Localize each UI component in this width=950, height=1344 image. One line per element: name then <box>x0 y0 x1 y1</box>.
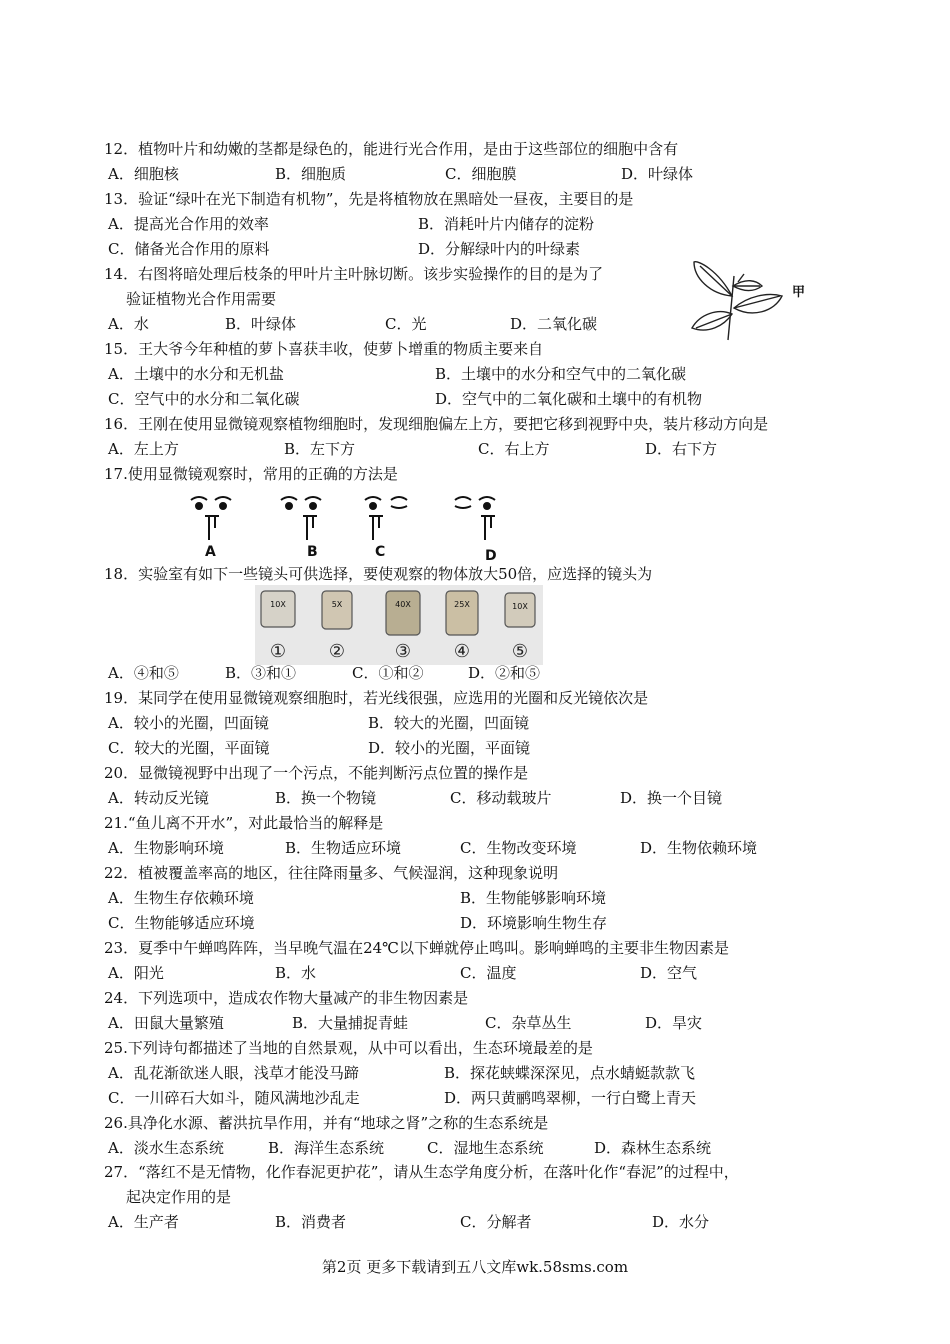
q19-option-c: C．较大的光圈，平面镜 <box>108 739 270 757</box>
leaf-branch-figure <box>688 256 818 342</box>
q15-option-a: A．土壤中的水分和无机盐 <box>108 365 284 383</box>
q23-option-d: D．空气 <box>640 964 698 982</box>
q13-stem: 13．验证“绿叶在光下制造有机物”，先是将植物放在黑暗处一昼夜，主要目的是 <box>104 190 634 208</box>
q25-option-a: A．乱花渐欲迷人眼，浅草才能没马蹄 <box>108 1064 359 1082</box>
lens-mark-4: 25X <box>454 600 470 609</box>
q12-option-a: A．细胞核 <box>108 165 179 183</box>
q22-option-c: C．生物能够适应环境 <box>108 914 255 932</box>
q19-option-b: B．较大的光圈，凹面镜 <box>368 714 530 732</box>
lens-number-5: ⑤ <box>511 641 529 662</box>
q14-option-a: A．水 <box>108 315 149 333</box>
q22-option-b: B．生物能够影响环境 <box>460 889 607 907</box>
lens-number-4: ④ <box>453 641 471 662</box>
q12-option-d: D．叶绿体 <box>621 165 694 183</box>
q20-option-a: A．转动反光镜 <box>108 789 209 807</box>
q26-option-d: D．森林生态系统 <box>594 1139 712 1157</box>
q25-option-c: C．一川碎石大如斗，随风满地沙乱走 <box>108 1089 360 1107</box>
q20-option-d: D．换一个目镜 <box>620 789 723 807</box>
q24-option-a: A．田鼠大量繁殖 <box>108 1014 224 1032</box>
q18-option-b: B．③和① <box>225 664 297 682</box>
q16-option-c: C．右上方 <box>478 440 550 458</box>
q18-option-c: C．①和② <box>352 664 424 682</box>
figure-label-b: B <box>307 544 318 560</box>
q13-option-d: D．分解绿叶内的叶绿素 <box>418 240 581 258</box>
q16-option-b: B．左下方 <box>284 440 356 458</box>
q19-option-d: D．较小的光圈，平面镜 <box>368 739 531 757</box>
figure-label-a: A <box>205 544 216 560</box>
lens-mark-1: 10X <box>270 600 286 609</box>
q21-option-a: A．生物影响环境 <box>108 839 224 857</box>
q15-stem: 15．王大爷今年种植的萝卜喜获丰收，使萝卜增重的物质主要来自 <box>104 340 544 358</box>
q14-stem-line2: 验证植物光合作用需要 <box>126 290 277 308</box>
q23-option-a: A．阳光 <box>108 964 164 982</box>
eyes-microscope-figure <box>185 490 525 562</box>
lens-number-3: ③ <box>394 641 412 662</box>
q16-option-a: A．左上方 <box>108 440 179 458</box>
q27-option-b: B．消费者 <box>275 1213 347 1231</box>
q25-option-b: B．探花蛱蝶深深见，点水蜻蜓款款飞 <box>444 1064 696 1082</box>
q19-stem: 19．某同学在使用显微镜观察细胞时，若光线很强，应选用的光圈和反光镜依次是 <box>104 689 649 707</box>
lens-number-1: ① <box>269 641 287 662</box>
q23-option-b: B．水 <box>275 964 317 982</box>
q18-option-d: D．②和⑤ <box>468 664 541 682</box>
q25-stem: 25.下列诗句都描述了当地的自然景观，从中可以看出，生态环境最差的是 <box>104 1039 593 1057</box>
q14-stem-line1: 14．右图将暗处理后枝条的甲叶片主叶脉切断。该步实验操作的目的是为了 <box>104 265 604 283</box>
q13-option-b: B．消耗叶片内储存的淀粉 <box>418 215 595 233</box>
q20-option-b: B．换一个物镜 <box>275 789 377 807</box>
q12-option-b: B．细胞质 <box>275 165 347 183</box>
q23-stem: 23．夏季中午蝉鸣阵阵，当早晚气温在24℃以下蝉就停止鸣叫。影响蝉鸣的主要非生物因素是 <box>104 939 729 957</box>
q15-option-c: C．空气中的水分和二氧化碳 <box>108 390 300 408</box>
lens-mark-5: 10X <box>512 602 528 611</box>
lens-mark-3: 40X <box>395 600 411 609</box>
figure-label-d: D <box>485 548 497 562</box>
q23-option-c: C．温度 <box>460 964 517 982</box>
lens-mark-2: 5X <box>331 600 343 609</box>
q22-stem: 22．植被覆盖率高的地区，往往降雨量多、气候湿润，这种现象说明 <box>104 864 559 882</box>
q13-option-a: A．提高光合作用的效率 <box>108 215 269 233</box>
lens-number-2: ② <box>328 641 346 662</box>
q17-stem: 17.使用显微镜观察时，常用的正确的方法是 <box>104 465 398 483</box>
q19-option-a: A．较小的光圈，凹面镜 <box>108 714 269 732</box>
q24-option-d: D．旱灾 <box>645 1014 703 1032</box>
q26-option-b: B．海洋生态系统 <box>268 1139 385 1157</box>
lens-figure <box>255 585 543 665</box>
q26-option-a: A．淡水生态系统 <box>108 1139 224 1157</box>
q26-option-c: C．湿地生态系统 <box>427 1139 544 1157</box>
q14-option-c: C．光 <box>385 315 427 333</box>
q15-option-b: B．土壤中的水分和空气中的二氧化碳 <box>435 365 687 383</box>
q27-stem-line1: 27．“落红不是无情物，化作春泥更护花”，请从生态学角度分析，在落叶化作“春泥”的过程中， <box>104 1163 739 1181</box>
q18-stem: 18．实验室有如下一些镜头可供选择，要使观察的物体放大50倍，应选择的镜头为 <box>104 565 653 583</box>
q22-option-d: D．环境影响生物生存 <box>460 914 608 932</box>
q16-option-d: D．右下方 <box>645 440 718 458</box>
q21-option-d: D．生物依赖环境 <box>640 839 758 857</box>
q20-stem: 20．显微镜视野中出现了一个污点，不能判断污点位置的操作是 <box>104 764 529 782</box>
q22-option-a: A．生物生存依赖环境 <box>108 889 254 907</box>
q24-option-b: B．大量捕捉青蛙 <box>292 1014 409 1032</box>
q12-option-c: C．细胞膜 <box>445 165 517 183</box>
q27-option-c: C．分解者 <box>460 1213 532 1231</box>
q27-stem-line2: 起决定作用的是 <box>126 1188 232 1206</box>
figure-label-c: C <box>375 544 386 560</box>
figure-label-jia: 甲 <box>792 285 806 300</box>
q15-option-d: D．空气中的二氧化碳和土壤中的有机物 <box>435 390 703 408</box>
q14-option-d: D．二氧化碳 <box>510 315 598 333</box>
q20-option-c: C．移动载玻片 <box>450 789 552 807</box>
page-footer: 第2页 更多下载请到五八文库wk.58sms.com <box>321 1258 629 1276</box>
q25-option-d: D．两只黄鹂鸣翠柳，一行白鹭上青天 <box>444 1089 697 1107</box>
q21-stem: 21.“鱼儿离不开水”，对此最恰当的解释是 <box>104 814 384 832</box>
q21-option-c: C．生物改变环境 <box>460 839 577 857</box>
q14-option-b: B．叶绿体 <box>225 315 297 333</box>
q12-stem: 12．植物叶片和幼嫩的茎都是绿色的，能进行光合作用，是由于这些部位的细胞中含有 <box>104 140 679 158</box>
q27-option-a: A．生产者 <box>108 1213 179 1231</box>
q27-option-d: D．水分 <box>652 1213 710 1231</box>
q18-option-a: A．④和⑤ <box>108 664 179 682</box>
q24-stem: 24．下列选项中，造成农作物大量减产的非生物因素是 <box>104 989 469 1007</box>
q16-stem: 16．王刚在使用显微镜观察植物细胞时，发现细胞偏左上方，要把它移到视野中央，装片移动方向是 <box>104 415 769 433</box>
q24-option-c: C．杂草丛生 <box>485 1014 572 1032</box>
q13-option-c: C．储备光合作用的原料 <box>108 240 270 258</box>
q26-stem: 26.具净化水源、蓄洪抗旱作用，并有“地球之肾”之称的生态系统是 <box>104 1114 549 1132</box>
q21-option-b: B．生物适应环境 <box>285 839 402 857</box>
